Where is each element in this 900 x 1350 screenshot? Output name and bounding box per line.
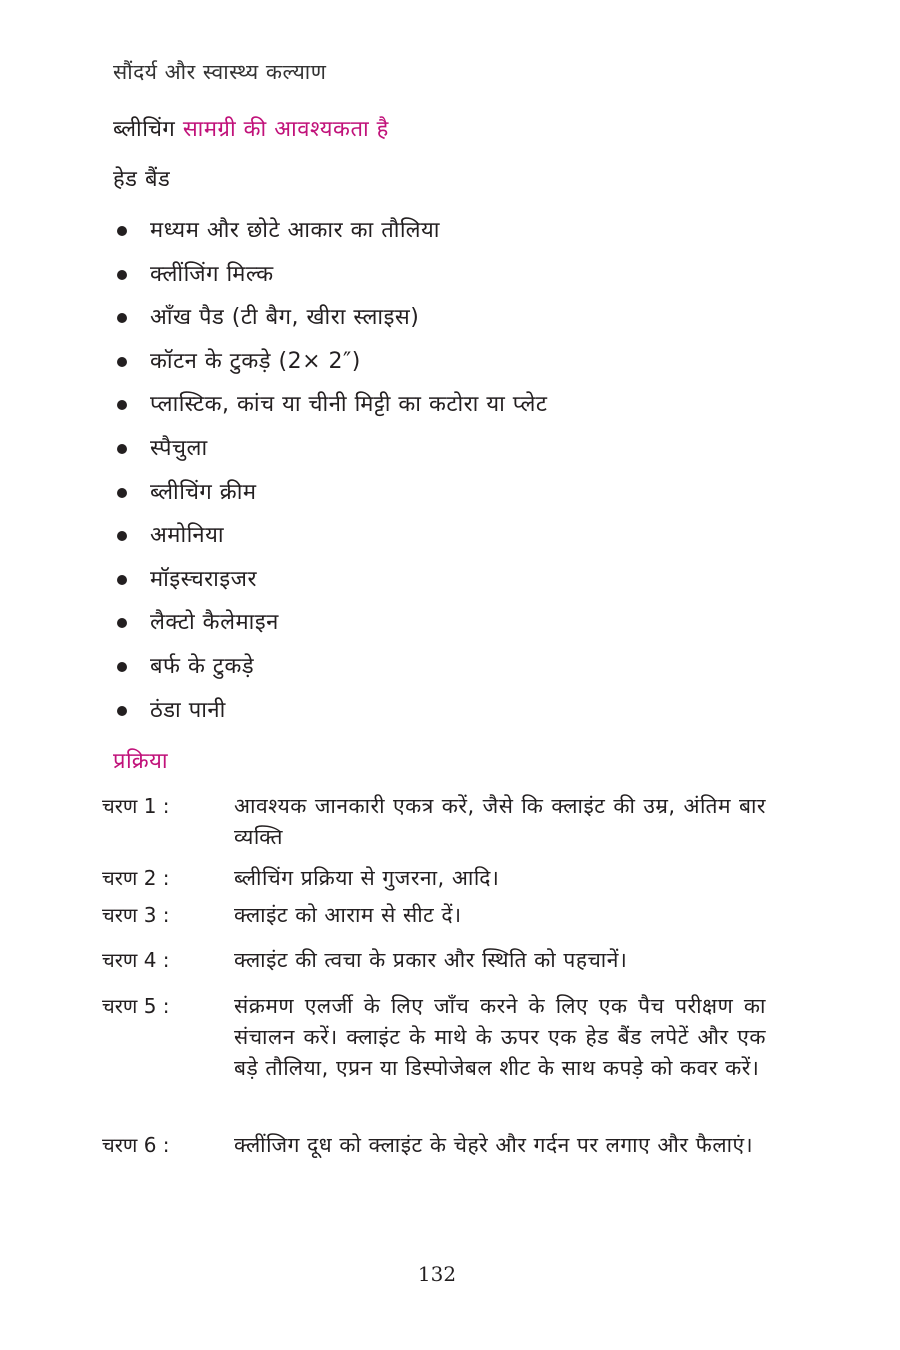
step-label: चरण 3 : [102,903,170,927]
list-item-text: कॉटन के टुकड़े (2× 2″) [150,348,361,374]
bullet-icon [117,226,127,236]
list-item-text: प्लास्टिक, कांच या चीनी मिट्टी का कटोरा या प्लेट [150,392,548,418]
bullet-icon [117,575,127,585]
process-heading: प्रक्रिया [113,749,169,774]
running-head: सौंदर्य और स्वास्थ्य कल्याण [113,60,327,84]
list-item [113,689,547,733]
bullet-icon [117,357,127,367]
list-item-text: मॉइस्चराइजर [150,566,258,592]
step-label: चरण 1 : [102,794,170,818]
step-text: क्लाइंट को आराम से सीट दें। [234,903,462,927]
list-item-text: आँख पैड (टी बैग, खीरा स्लाइस) [150,305,420,331]
step-label: चरण 5 : [102,994,170,1018]
step-label: चरण 4 : [102,948,170,972]
list-item-text: क्लींजिंग मिल्क [150,261,274,287]
step-text: क्लींजिग दूध को क्लाइंट के चेहरे और गर्दन पर लगाए और फैलाएं। [234,1133,754,1157]
bullet-icon [117,444,127,454]
step-text: आवश्यक जानकारी एकत्र करें, जैसे कि क्लाइंट की उम्र, अंतिम बार व्यक्ति [234,794,766,849]
bullet-icon [117,488,127,498]
bullet-icon [117,400,127,410]
step-label: चरण 6 : [102,1133,170,1157]
list-item [113,296,547,340]
step-text: संक्रमण एलर्जी के लिए जाँच करने के लिए एक पैच परीक्षण का संचालन करें। क्लाइंट के माथे के ऊपर एक हेड बैंड लपेटें और एक बड़े तौलिया, एप्रन या डिस्पोजेबल शीट के साथ कपड़े को कवर करें। [234,994,766,1080]
list-item-text: मध्यम और छोटे आकार का तौलिया [150,218,441,243]
step-label: चरण 2 : [102,866,170,890]
bullet-icon [117,662,127,672]
bullet-icon [117,270,127,280]
list-item [113,558,547,602]
list-item [113,645,547,689]
bullet-icon [117,531,127,541]
list-item-text: बर्फ के टुकड़े [150,653,255,679]
material-item-head-band: हेड बैंड [113,167,171,192]
materials-list [113,209,547,732]
bullet-icon [117,618,127,628]
list-item [113,340,547,384]
bullet-icon [117,313,127,323]
page-number: 132 [417,1262,457,1286]
list-item [113,514,547,558]
bullet-icon [117,706,127,716]
list-item-text: ठंडा पानी [150,697,226,723]
list-item [113,471,547,515]
list-item [113,427,547,471]
list-item-text: ब्लीचिंग क्रीम [150,479,257,505]
step-text: क्लाइंट की त्वचा के प्रकार और स्थिति को पहचानें। [234,948,628,972]
list-item [113,601,547,645]
list-item-text: लैक्टो कैलेमाइन [150,610,279,636]
list-item [113,253,547,297]
step-text: ब्लीचिंग प्रक्रिया से गुजरना, आदि। [234,866,500,890]
list-item-text: स्पैचुला [150,435,208,461]
list-item [113,209,547,253]
section-heading-prefix: ब्लीचिंग [113,117,176,142]
list-item [113,383,547,427]
section-heading-accent: सामग्री की आवश्यकता है [182,117,389,142]
list-item-text: अमोनिया [150,523,225,549]
section-heading [113,113,389,143]
